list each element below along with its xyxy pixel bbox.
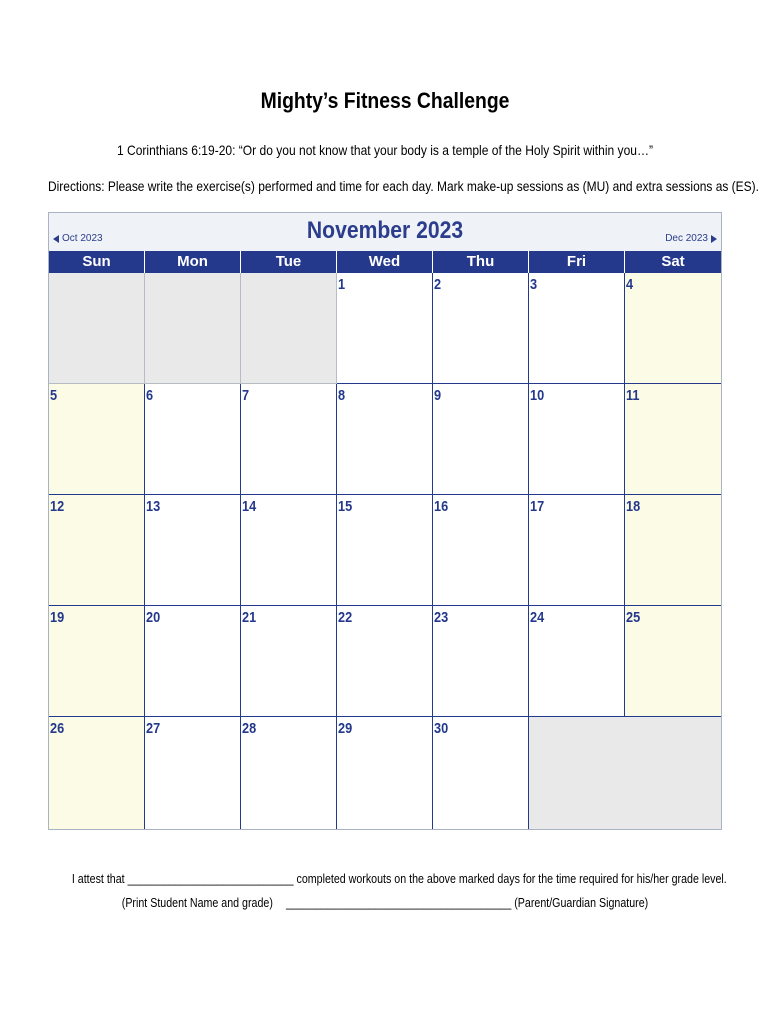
day-number: 1 xyxy=(338,276,346,293)
day-cell[interactable] xyxy=(241,717,337,829)
day-number: 15 xyxy=(338,498,353,515)
day-number: 25 xyxy=(626,609,641,626)
day-number: 8 xyxy=(338,387,346,404)
weekday-sat: Sat xyxy=(661,253,685,270)
day-number: 18 xyxy=(626,498,641,515)
day-cell[interactable] xyxy=(49,717,145,829)
empty-day-cell xyxy=(145,273,241,384)
day-cell[interactable] xyxy=(337,606,433,717)
day-cell[interactable] xyxy=(625,384,721,495)
print-name-label: (Print Student Name and grade) xyxy=(121,895,273,910)
empty-day-cell xyxy=(49,273,145,384)
day-number: 20 xyxy=(146,609,161,626)
weekday-wed: Wed xyxy=(337,251,433,273)
day-cell[interactable] xyxy=(433,717,529,829)
empty-day-cell xyxy=(241,273,337,384)
day-cell[interactable] xyxy=(529,495,625,606)
day-cell[interactable] xyxy=(49,384,145,495)
chevron-left-icon xyxy=(53,235,59,243)
directions-text: Directions: Please write the exercise(s) performed and time for each day. Mark make-up sessions as (MU) and extra sessions as (ES). xyxy=(48,178,759,194)
day-number: 26 xyxy=(50,720,65,737)
weekday-mon: Mon xyxy=(145,251,241,273)
day-number: 24 xyxy=(530,609,545,626)
day-cell[interactable] xyxy=(145,717,241,829)
day-number: 27 xyxy=(146,720,161,737)
day-cell[interactable] xyxy=(529,606,625,717)
week-row xyxy=(49,717,721,829)
day-number: 29 xyxy=(338,720,353,737)
day-number: 19 xyxy=(50,609,65,626)
weekday-fri: Fri xyxy=(529,251,625,273)
document-title: Mighty’s Fitness Challenge xyxy=(260,88,510,113)
day-number: 21 xyxy=(242,609,257,626)
day-cell[interactable] xyxy=(433,606,529,717)
attestation-text: I attest that ____________________________ completed workouts on the above marked days for the time required for his/her grade level. xyxy=(71,871,727,886)
day-cell[interactable] xyxy=(241,606,337,717)
day-cell[interactable] xyxy=(433,273,529,384)
day-cell[interactable] xyxy=(145,606,241,717)
day-number: 3 xyxy=(530,276,538,293)
attestation-line xyxy=(0,871,770,886)
day-cell[interactable] xyxy=(337,717,433,829)
parent-signature-line: ______________________________________ (Parent/Guardian Signature) xyxy=(286,895,649,910)
day-cell[interactable] xyxy=(433,495,529,606)
week-row xyxy=(49,273,721,384)
day-number: 22 xyxy=(338,609,353,626)
day-number: 11 xyxy=(626,387,640,404)
next-month-link[interactable] xyxy=(665,233,717,244)
weekday-thu: Thu xyxy=(433,251,529,273)
calendar-header xyxy=(49,213,721,251)
day-cell[interactable] xyxy=(337,495,433,606)
chevron-right-icon xyxy=(711,235,717,243)
day-number: 16 xyxy=(434,498,449,515)
day-cell[interactable] xyxy=(625,606,721,717)
week-row xyxy=(49,384,721,495)
day-number: 14 xyxy=(242,498,257,515)
weekday-sun: Sun xyxy=(49,251,145,273)
day-cell[interactable] xyxy=(241,384,337,495)
day-number: 7 xyxy=(242,387,250,404)
day-cell[interactable] xyxy=(49,495,145,606)
day-cell[interactable] xyxy=(241,495,337,606)
day-cell[interactable] xyxy=(145,384,241,495)
signature-row-text xyxy=(122,895,648,910)
day-cell[interactable] xyxy=(145,495,241,606)
weekday-tue: Tue xyxy=(241,251,337,273)
day-number: 5 xyxy=(50,387,58,404)
day-number: 17 xyxy=(530,498,545,515)
week-row xyxy=(49,606,721,717)
day-cell[interactable] xyxy=(49,606,145,717)
day-number: 10 xyxy=(530,387,545,404)
day-number: 2 xyxy=(434,276,442,293)
day-number: 23 xyxy=(434,609,449,626)
day-number: 30 xyxy=(434,720,449,737)
day-cell[interactable] xyxy=(529,384,625,495)
day-number: 28 xyxy=(242,720,257,737)
day-cell[interactable] xyxy=(433,384,529,495)
prev-month-label: Oct 2023 xyxy=(62,233,103,244)
day-number: 9 xyxy=(434,387,442,404)
calendar-grid xyxy=(49,273,721,829)
day-number: 6 xyxy=(146,387,154,404)
day-cell[interactable] xyxy=(625,273,721,384)
empty-day-cell xyxy=(529,717,721,829)
calendar xyxy=(48,212,722,830)
day-number: 4 xyxy=(626,276,634,293)
day-cell[interactable] xyxy=(337,273,433,384)
day-number: 12 xyxy=(50,498,65,515)
month-title: November 2023 xyxy=(306,217,464,244)
day-cell[interactable] xyxy=(625,495,721,606)
next-month-label: Dec 2023 xyxy=(665,233,708,244)
weekday-header-row xyxy=(49,251,721,273)
day-cell[interactable] xyxy=(337,384,433,495)
day-cell[interactable] xyxy=(529,273,625,384)
scripture-verse: 1 Corinthians 6:19-20: “Or do you not know that your body is a temple of the Holy Spirit within you…” xyxy=(116,142,654,158)
day-number: 13 xyxy=(146,498,161,515)
signature-row xyxy=(0,895,770,910)
week-row xyxy=(49,495,721,606)
